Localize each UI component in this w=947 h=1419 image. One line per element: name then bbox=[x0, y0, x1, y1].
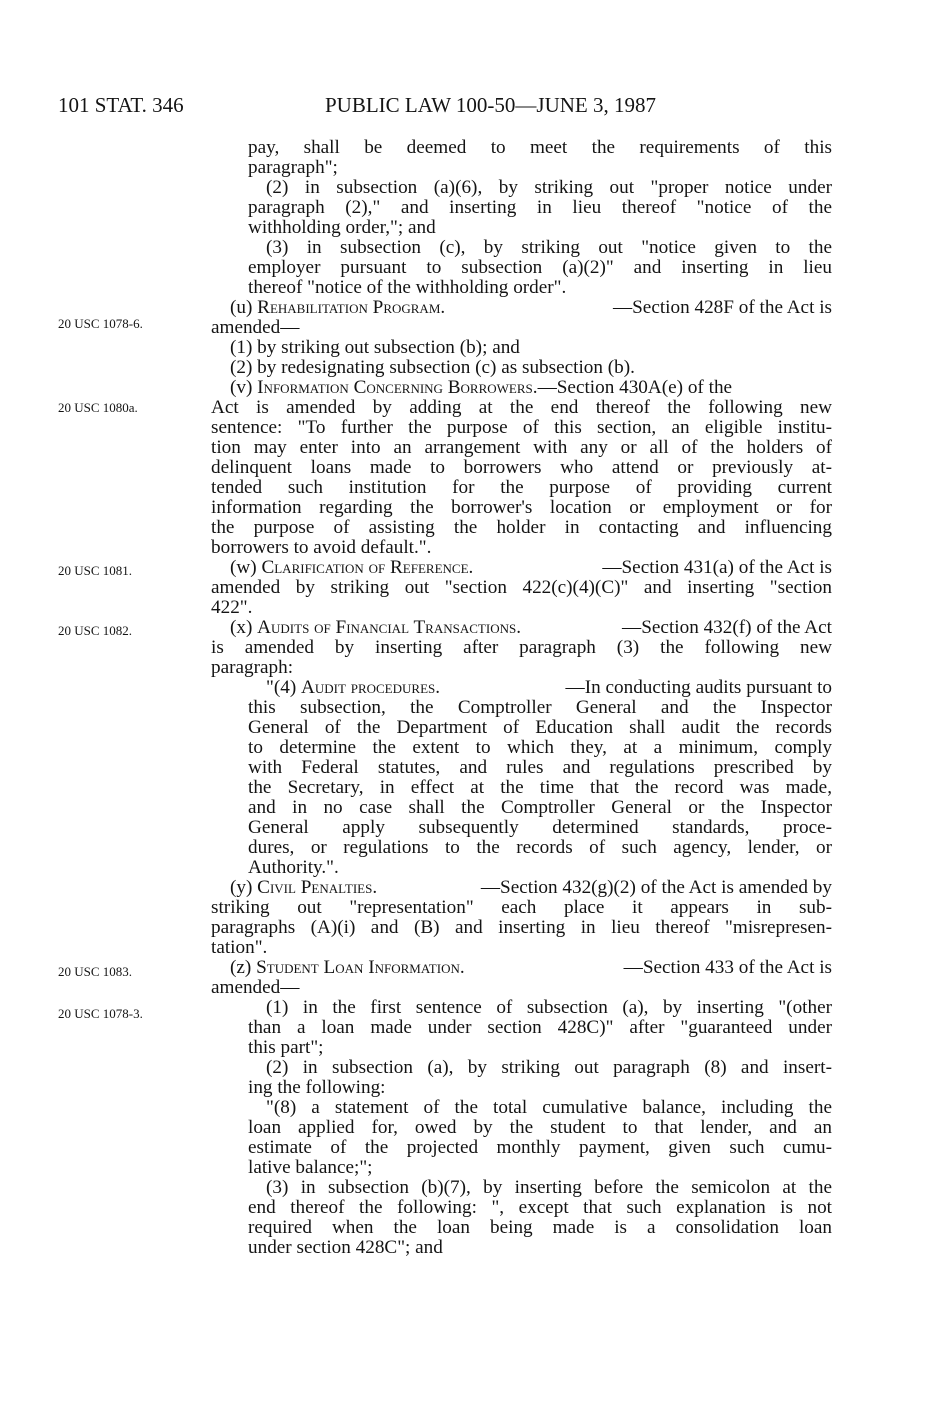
text-line: required when the loan being made is a consolidation loan bbox=[248, 1217, 832, 1238]
text-line: (1) in the first sentence of subsection (a), by inserting "(other bbox=[266, 997, 832, 1018]
text-line: (1) by striking out subsection (b); and bbox=[230, 337, 520, 358]
text-line: to determine the extent to which they, at a minimum, comply bbox=[248, 737, 832, 758]
text-line: amended— bbox=[211, 977, 300, 998]
text-line: (3) in subsection (c), by striking out "notice given to the bbox=[266, 237, 832, 258]
text-line: Act is amended by adding at the end thereof the following new bbox=[211, 397, 832, 418]
text-line: under section 428C"; and bbox=[248, 1237, 443, 1258]
margin-note: 20 USC 1078-3. bbox=[58, 1006, 143, 1021]
text-line: paragraph (2)," and inserting in lieu thereof "notice of the bbox=[248, 197, 832, 218]
text-line: tion may enter into an arrangement with any or all of the holders of bbox=[211, 437, 832, 458]
text-line: (2) by redesignating subsection (c) as subsection (b). bbox=[230, 357, 635, 378]
text-line: paragraph: bbox=[211, 657, 294, 678]
section-w-heading-line: (w) Clarification of Reference. —Section 431(a) of the Act is bbox=[230, 557, 832, 578]
law-title: PUBLIC LAW 100-50—JUNE 3, 1987 bbox=[325, 93, 657, 117]
text-line: General apply subsequently determined standards, proce- bbox=[248, 817, 832, 838]
text-line: ing the following: bbox=[248, 1077, 386, 1098]
text-line: tation". bbox=[211, 937, 268, 958]
text-line: thereof "notice of the withholding order". bbox=[248, 277, 567, 298]
section-heading: (w) Clarification of Reference. bbox=[230, 557, 474, 578]
text-line: with Federal statutes, and rules and regulations prescribed by bbox=[248, 757, 832, 778]
section-heading: (v) Information Concerning Borrowers. bbox=[230, 377, 538, 398]
text-line: the Secretary, in effect at the time that the record was made, bbox=[248, 777, 832, 798]
margin-note: 20 USC 1083. bbox=[58, 964, 133, 979]
paragraph-4-heading-line: "(4) Audit procedures. —In conducting audits pursuant to bbox=[266, 677, 832, 698]
text-line: delinquent loans made to borrowers who attend or previously at- bbox=[211, 457, 832, 478]
stat-reference: 101 STAT. 346 bbox=[58, 93, 184, 117]
text-line: withholding order,"; and bbox=[248, 217, 436, 238]
text-line: 422". bbox=[211, 597, 253, 618]
text-line: (2) in subsection (a), by striking out paragraph (8) and insert- bbox=[266, 1057, 832, 1078]
section-z-heading-line: (z) Student Loan Information. —Section 433 of the Act is bbox=[230, 957, 832, 978]
text-line: sentence: "To further the purpose of this section, an eligible institu- bbox=[211, 417, 832, 438]
margin-note: 20 USC 1082. bbox=[58, 623, 133, 638]
text-line: dures, or regulations to the records of such agency, lender, or bbox=[248, 837, 832, 858]
page-header bbox=[0, 93, 947, 123]
text-line: is amended by inserting after paragraph (3) the following new bbox=[211, 637, 832, 658]
section-heading: (u) Rehabilitation Program. bbox=[230, 297, 446, 318]
text-line: this subsection, the Comptroller General and the Inspector bbox=[248, 697, 832, 718]
text-line: employer pursuant to subsection (a)(2)" and inserting in lieu bbox=[248, 257, 832, 278]
text-line: amended by striking out "section 422(c)(4)(C)" and inserting "section bbox=[211, 577, 832, 598]
text-line: estimate of the projected monthly payment, given such cumu- bbox=[248, 1137, 832, 1158]
text-line: information regarding the borrower's location or employment or for bbox=[211, 497, 832, 518]
margin-note: 20 USC 1081. bbox=[58, 563, 133, 578]
text-line: borrowers to avoid default.". bbox=[211, 537, 432, 558]
text-line: "(8) a statement of the total cumulative balance, including the bbox=[266, 1097, 832, 1118]
section-heading: (z) Student Loan Information. bbox=[230, 957, 465, 978]
section-y-heading-line: (y) Civil Penalties. —Section 432(g)(2) of the Act is amended by bbox=[230, 877, 832, 898]
section-v-heading-line: (v) Information Concerning Borrowers.—Section 430A(e) of the bbox=[230, 377, 733, 398]
paragraph-heading: "(4) Audit procedures. bbox=[266, 677, 441, 698]
text-line: Authority.". bbox=[248, 857, 339, 878]
text-line: (3) in subsection (b)(7), by inserting before the semicolon at the bbox=[266, 1177, 832, 1198]
text-line: paragraph"; bbox=[248, 157, 338, 178]
section-heading: (y) Civil Penalties. bbox=[230, 877, 378, 898]
text-line: striking out "representation" each place it appears in sub- bbox=[211, 897, 832, 918]
text-line: loan applied for, owed by the student to that lender, and an bbox=[248, 1117, 832, 1138]
text-line: tended such institution for the purpose of providing current bbox=[211, 477, 832, 498]
text-line: than a loan made under section 428C)" after "guaranteed under bbox=[248, 1017, 832, 1038]
margin-note: 20 USC 1080a. bbox=[58, 400, 138, 415]
text-line: General of the Department of Education shall audit the records bbox=[248, 717, 832, 738]
text-line: pay, shall be deemed to meet the requirements of this bbox=[248, 137, 832, 158]
text-line: and in no case shall the Comptroller General or the Inspector bbox=[248, 797, 832, 818]
text-line: the purpose of assisting the holder in contacting and influencing bbox=[211, 517, 832, 538]
text-line: (2) in subsection (a)(6), by striking out "proper notice under bbox=[266, 177, 832, 198]
text-line: amended— bbox=[211, 317, 300, 338]
section-x-heading-line: (x) Audits of Financial Transactions. —Section 432(f) of the Act bbox=[230, 617, 832, 638]
text-line: this part"; bbox=[248, 1037, 324, 1058]
text-line: paragraphs (A)(i) and (B) and inserting in lieu thereof "misrepresen- bbox=[211, 917, 832, 938]
text-line: lative balance;"; bbox=[248, 1157, 373, 1178]
section-u-heading-line: (u) Rehabilitation Program. —Section 428F of the Act is bbox=[230, 297, 832, 318]
text-line: end thereof the following: ", except that such explanation is not bbox=[248, 1197, 832, 1218]
margin-note: 20 USC 1078-6. bbox=[58, 316, 143, 331]
section-heading: (x) Audits of Financial Transactions. bbox=[230, 617, 521, 638]
